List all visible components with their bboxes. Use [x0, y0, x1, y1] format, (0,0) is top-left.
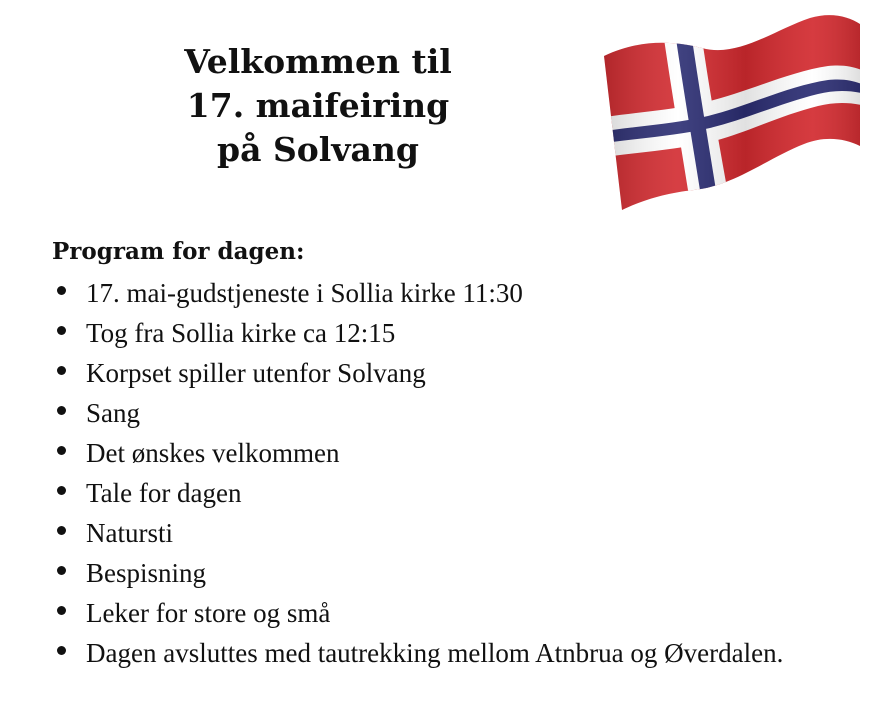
norwegian-flag-icon	[598, 10, 866, 215]
title-line-2: 17. maifeiring	[186, 86, 450, 125]
list-item-text: Bespisning	[86, 558, 207, 588]
bullet-icon	[57, 326, 66, 335]
program-heading: Program for dagen:	[52, 238, 305, 265]
bullet-icon	[57, 486, 66, 495]
page-title	[148, 40, 488, 172]
list-item	[52, 477, 852, 509]
list-item	[52, 437, 852, 469]
bullet-icon	[57, 566, 66, 575]
list-item	[52, 317, 852, 349]
list-item	[52, 597, 852, 629]
bullet-icon	[57, 646, 66, 655]
list-item-text: Korpset spiller utenfor Solvang	[86, 358, 426, 388]
list-item-text: Sang	[86, 398, 140, 428]
list-item-text: Tale for dagen	[86, 478, 242, 508]
list-item	[52, 557, 852, 589]
list-item	[52, 637, 852, 669]
list-item-text: Det ønskes velkommen	[86, 438, 340, 468]
list-item-text: Leker for store og små	[86, 598, 331, 628]
bullet-icon	[57, 526, 66, 535]
title-line-1: Velkommen til	[184, 42, 452, 81]
list-item	[52, 357, 852, 389]
bullet-icon	[57, 446, 66, 455]
list-item-text: Natursti	[86, 518, 173, 548]
bullet-icon	[57, 606, 66, 615]
bullet-icon	[57, 366, 66, 375]
list-item-text: Dagen avsluttes med tautrekking mellom Atnbrua og Øverdalen.	[86, 638, 784, 668]
list-item	[52, 517, 852, 549]
list-item	[52, 397, 852, 429]
list-item	[52, 277, 852, 309]
bullet-icon	[57, 406, 66, 415]
title-line-3: på Solvang	[217, 130, 419, 169]
list-item-text: Tog fra Sollia kirke ca 12:15	[86, 318, 396, 348]
list-item-text: 17. mai-gudstjeneste i Sollia kirke 11:30	[86, 278, 523, 308]
program-list	[52, 277, 852, 677]
bullet-icon	[57, 286, 66, 295]
